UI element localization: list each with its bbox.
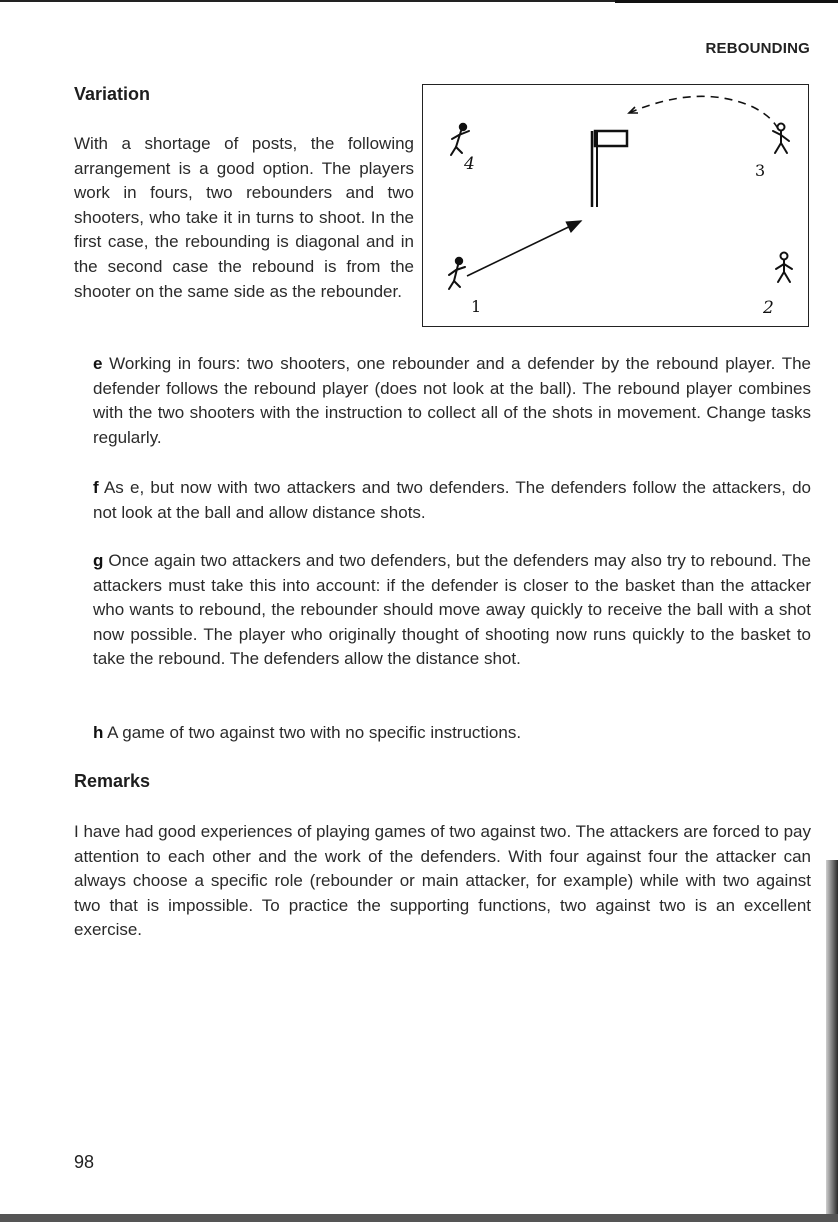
item-text: Working in fours: two shooters, one rebounder and a defender by the rebound player. The defender follows the rebound player (does not look at the ball). The rebound player combines with the two shooters with the instruction to collect all of the shots in movement. Change tasks regularly. <box>93 354 811 447</box>
top-rule-accent <box>615 0 838 3</box>
player-4-label: 4 <box>464 154 475 174</box>
player-2-icon <box>776 253 792 283</box>
item-letter: e <box>93 354 103 373</box>
item-h <box>93 721 811 746</box>
item-letter: h <box>93 723 104 742</box>
item-e <box>93 352 811 450</box>
rebound-drill-diagram <box>422 84 809 327</box>
variation-heading: Variation <box>74 84 151 104</box>
rebound-path-arrow <box>629 96 779 131</box>
page-number: 98 <box>74 1152 95 1172</box>
variation-text: With a shortage of posts, the following arrangement is a good option. The players work in fours, two rebounders and two shooters, who take it in turns to shoot. In the first case, the rebounding is diagonal and in the second case the rebound is from the shooter on the same side as the rebounder. <box>74 134 414 301</box>
item-text: As e, but now with two attackers and two defenders. The defenders follow the attackers, do not look at the ball and allow distance shots. <box>93 478 811 522</box>
page-edge-shadow <box>826 860 838 1214</box>
player-3-icon <box>773 124 789 154</box>
diagram-drawing <box>423 85 810 328</box>
player-2-label: 2 <box>763 298 774 318</box>
item-letter: g <box>93 551 104 570</box>
item-text: Once again two attackers and two defenders, but the defenders may also try to rebound. The attackers must take this into account: if the defender is closer to the basket than the attacker who wants to rebound, the rebounder should move away quickly to receive the ball with a shot now possible. The player who originally thought of shooting now runs quickly to the basket to take the rebound. The defenders allow the distance shot. <box>93 551 811 669</box>
item-text: A game of two against two with no specific instructions. <box>103 723 522 742</box>
player-1-icon <box>449 258 465 289</box>
shot-arrow <box>467 221 581 276</box>
remarks-text: I have had good experiences of playing games of two against two. The attackers are forced to pay attention to each other and the work of the defenders. With four against four the attacker can always choose a specific role (rebounder or main attacker, for example) while with two against two that is impossible. To practice the supporting functions, two against two is an excellent exercise. <box>74 822 811 940</box>
item-f <box>93 476 811 525</box>
player-3-label: 3 <box>755 161 766 180</box>
item-g <box>93 549 811 672</box>
basket-post-icon <box>592 131 627 207</box>
item-letter: f <box>93 478 99 497</box>
remarks-heading: Remarks <box>74 771 151 791</box>
page-bottom-edge <box>0 1214 838 1222</box>
player-1-label: 1 <box>471 297 482 316</box>
running-header: REBOUNDING <box>705 40 810 57</box>
player-4-icon <box>451 124 469 155</box>
